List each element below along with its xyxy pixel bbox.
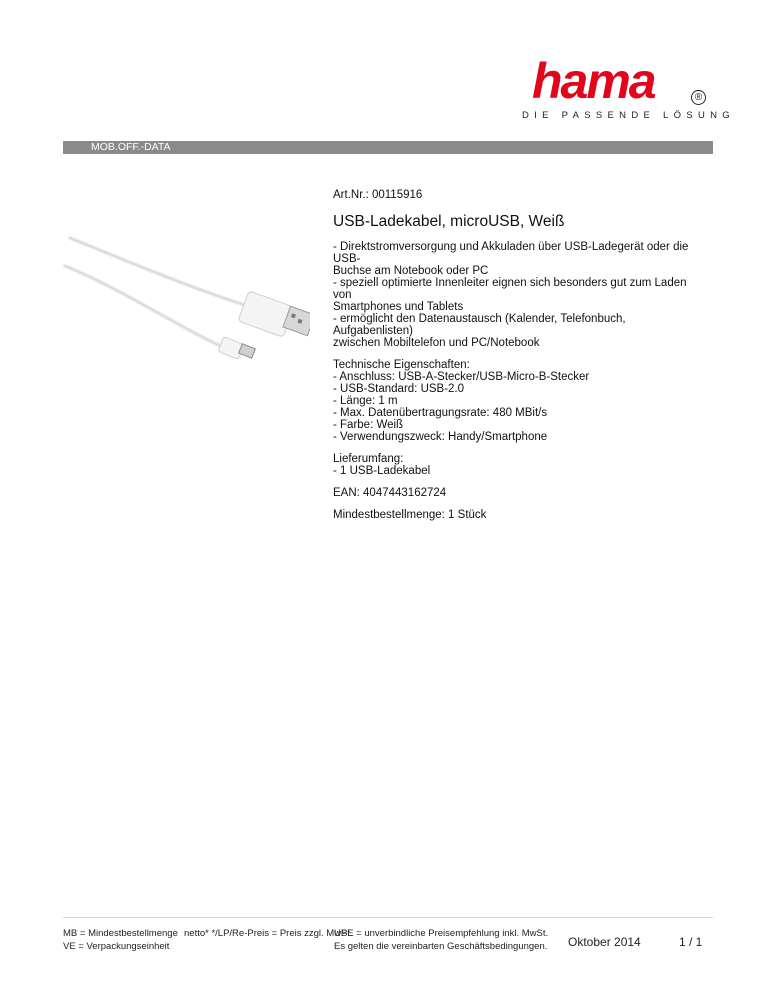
spec-line: - Verwendungszweck: Handy/Smartphone xyxy=(333,431,548,443)
footer-legend-2 xyxy=(184,927,353,940)
section-header-label: MOB.OFF.-DATA xyxy=(91,141,171,153)
spec-line: - USB-Standard: USB-2.0 xyxy=(333,383,465,395)
ean-number: EAN: 4047443162724 xyxy=(333,487,447,499)
footer-text: MB = Mindestbestellmenge xyxy=(63,928,178,939)
product-title: USB-Ladekabel, microUSB, Weiß xyxy=(333,213,565,230)
feature-line: Smartphones und Tablets xyxy=(333,301,464,313)
scope-of-delivery xyxy=(333,453,703,477)
footer-divider xyxy=(63,917,713,918)
logo-tagline: DIE PASSENDE LÖSUNG xyxy=(522,110,735,121)
feature-list xyxy=(333,241,703,349)
spec-list xyxy=(333,359,703,443)
scope-heading: Lieferumfang: xyxy=(333,453,404,465)
footer-text: UPE = unverbindliche Preisempfehlung inkl. MwSt. xyxy=(334,928,549,939)
footer-date: Oktober 2014 xyxy=(568,935,641,949)
minimum-order: Mindestbestellmenge: 1 Stück xyxy=(333,509,487,521)
feature-line: - ermöglicht den Datenaustausch (Kalender, Telefonbuch, Aufgabenlisten) xyxy=(333,313,626,337)
spec-heading: Technische Eigenschaften: xyxy=(333,359,470,371)
spec-line: - Länge: 1 m xyxy=(333,395,398,407)
feature-line: - speziell optimierte Innenleiter eignen sich besonders gut zum Laden von xyxy=(333,277,687,301)
feature-line: Buchse am Notebook oder PC xyxy=(333,265,489,277)
hama-logo xyxy=(520,53,735,124)
usb-cable-image xyxy=(60,228,310,403)
feature-line: - Direktstromversorgung und Akkuladen über USB-Ladegerät oder die USB- xyxy=(333,241,689,265)
spec-line: - Max. Datenübertragungsrate: 480 MBit/s xyxy=(333,407,548,419)
footer-text: netto* */LP/Re-Preis = Preis zzgl. MwSt. xyxy=(184,928,353,939)
spec-line: - Anschluss: USB-A-Stecker/USB-Micro-B-Stecker xyxy=(333,371,590,383)
registered-mark: ® xyxy=(691,90,706,105)
scope-line: - 1 USB-Ladekabel xyxy=(333,465,431,477)
section-header-bar xyxy=(63,141,713,154)
feature-line: zwischen Mobiltelefon und PC/Notebook xyxy=(333,337,540,349)
logo-wordmark: hama xyxy=(532,53,655,109)
footer-text: Es gelten die vereinbarten Geschäftsbedingungen. xyxy=(334,941,548,952)
page-number: 1 / 1 xyxy=(679,935,703,949)
spec-line: - Farbe: Weiß xyxy=(333,419,404,431)
footer-legend-1 xyxy=(63,927,178,953)
product-details xyxy=(333,189,703,531)
footer-legend-3 xyxy=(334,927,548,953)
footer-text: VE = Verpackungseinheit xyxy=(63,941,170,952)
article-number: Art.Nr.: 00115916 xyxy=(333,189,423,201)
